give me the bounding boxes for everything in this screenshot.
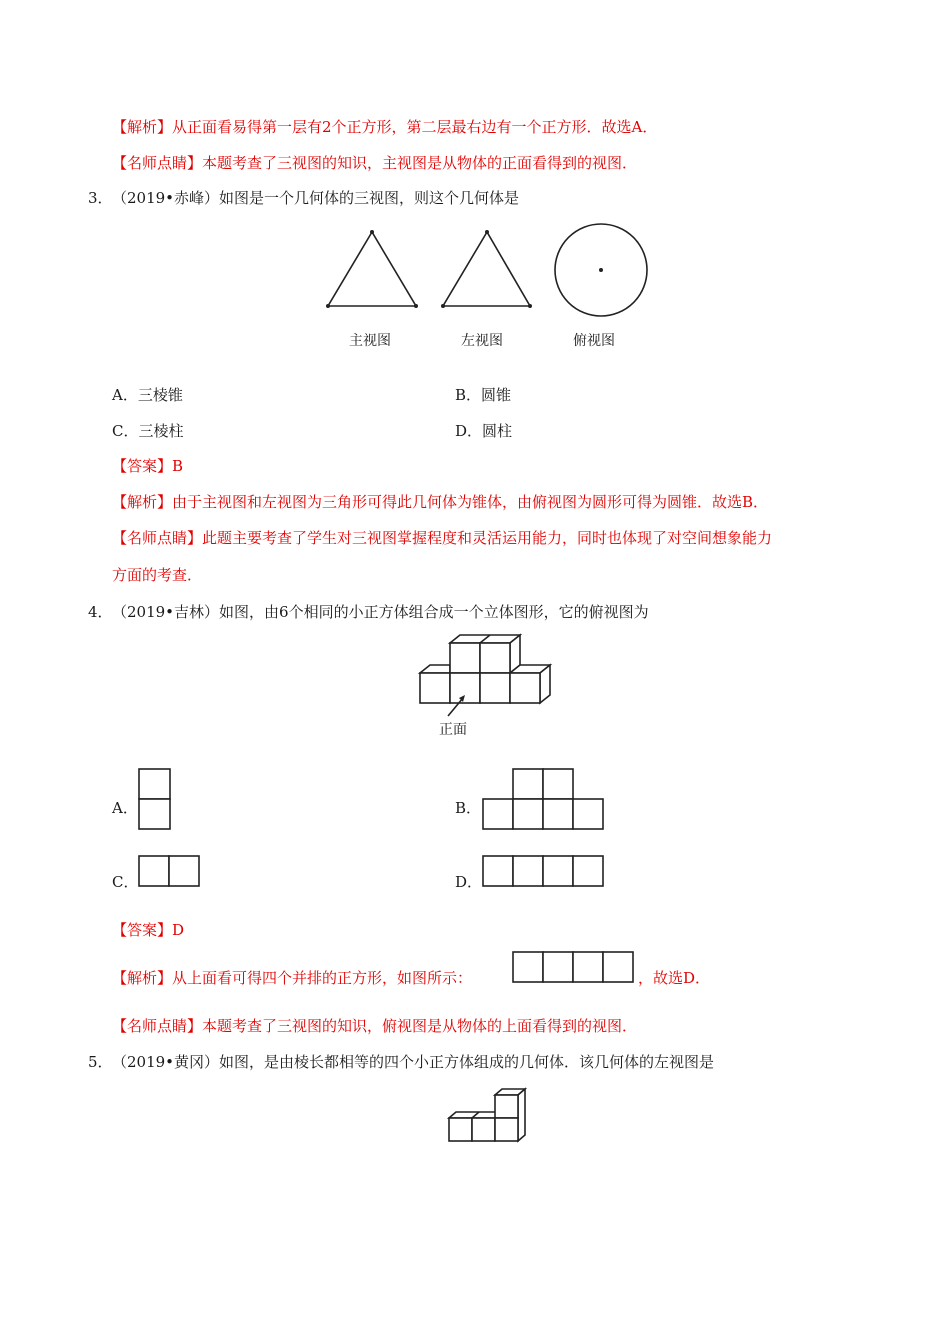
q4-stem: （2019•吉林）如图，由6个相同的小正方体组合成一个立体图形，它的俯视图为: [112, 603, 649, 621]
q4-analysis-pre: 【解析】从上面看可得四个并排的正方形，如图所示：: [112, 969, 473, 987]
q3-option-c: C．三棱柱: [112, 422, 184, 440]
q5-stem: （2019•黄冈）如图，是由棱长都相等的四个小正方体组成的几何体．该几何体的左视图是: [112, 1053, 715, 1071]
q3-answer: 【答案】B: [112, 457, 184, 475]
q3-option-a: A．三棱锥: [112, 386, 183, 404]
q4-option-b: B．: [455, 799, 482, 817]
q3-option-d: D．圆柱: [455, 422, 513, 440]
q4-option-a: A．: [112, 799, 138, 817]
q2-tip: 【名师点睛】本题考查了三视图的知识，主视图是从物体的正面看得到的视图．: [112, 154, 638, 172]
q4-figure-label: 正面: [439, 722, 467, 738]
q4-analysis-figure: [512, 951, 638, 985]
q4-option-c-figure: [138, 855, 204, 889]
q3-left-view-triangle: [443, 232, 530, 306]
q3-tip-line2: 方面的考查．: [112, 566, 203, 584]
q4-option-a-figure: [138, 768, 172, 832]
q4-tip: 【名师点睛】本题考查了三视图的知识，俯视图是从物体的上面看得到的视图．: [112, 1017, 638, 1035]
q4-option-b-figure: [482, 768, 608, 832]
q3-tip-line1: 【名师点睛】此题主要考查了学生对三视图掌握程度和灵活运用能力，同时也体现了对空间想象能力: [112, 529, 773, 547]
q3-stem: （2019•赤峰）如图是一个几何体的三视图，则这个几何体是: [112, 189, 520, 207]
q2-analysis: 【解析】从正面看易得第一层有2个正方形，第二层最右边有一个正方形．故选A．: [112, 118, 658, 136]
q3-front-view-triangle: [328, 232, 416, 306]
q3-label-left: 左视图: [461, 333, 503, 349]
q4-cubes-figure: [415, 632, 560, 717]
q3-number: 3．: [88, 189, 113, 207]
q4-number: 4．: [88, 603, 113, 621]
q4-option-d-figure: [482, 855, 608, 889]
q4-answer: 【答案】D: [112, 921, 185, 939]
q3-label-top: 俯视图: [573, 333, 615, 349]
q3-label-front: 主视图: [349, 333, 391, 349]
q3-option-b: B．圆锥: [455, 386, 512, 404]
q4-option-c: C．: [112, 873, 139, 891]
q5-cubes-figure: [445, 1083, 535, 1145]
q3-analysis: 【解析】由于主视图和左视图为三角形可得此几何体为锥体，由俯视图为圆形可得为圆锥．故选B．: [112, 493, 769, 511]
q4-option-d: D．: [455, 873, 483, 891]
q4-analysis-post: ，故选D．: [638, 969, 711, 987]
q5-number: 5．: [88, 1053, 113, 1071]
